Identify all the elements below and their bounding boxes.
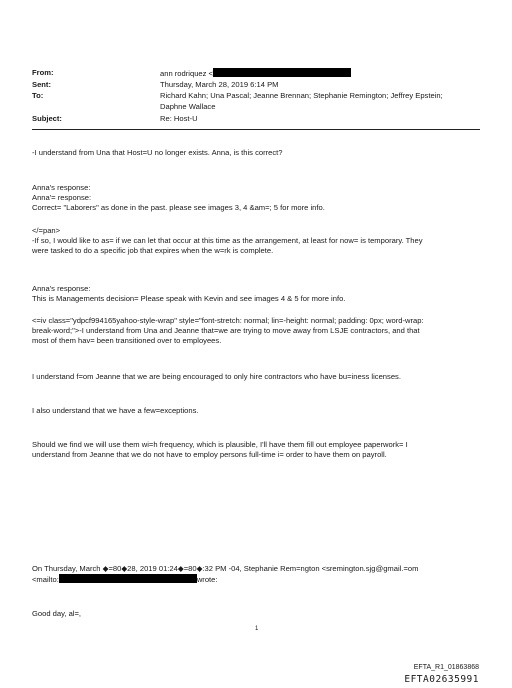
from-value xyxy=(160,68,351,79)
body-line: I also understand that we have a few=exceptions. xyxy=(32,406,199,415)
page-number: 1 xyxy=(255,626,259,632)
footer-ref-1: EFTA_R1_01863868 xyxy=(413,664,479,671)
body-line xyxy=(32,574,482,585)
sent-label: Sent: xyxy=(32,80,51,89)
to-label: To: xyxy=(32,91,44,100)
subject-value: Re: Host-U xyxy=(160,114,198,123)
redaction-block xyxy=(213,68,351,77)
body-line: I understand f=om Jeanne that we are being encouraged to only hire contractors who have bu=iness licenses. xyxy=(32,372,401,381)
body-line: Anna'= response: xyxy=(32,193,92,202)
body-line: break-word;">-I understand from Una and Jeanne that=we are trying to move away from LSJE contractors, and that xyxy=(32,326,420,335)
from-name: ann rodriquez < xyxy=(160,69,213,78)
body-line: </=pan> xyxy=(32,226,61,235)
header-divider xyxy=(32,129,480,130)
body-line: were tasked to do a specific job that expires when the w=rk is complete. xyxy=(32,246,274,255)
paragraph-3 xyxy=(32,226,482,256)
body-line: understand from Jeanne that we do not have to employ persons full-time i= order to have them on payroll. xyxy=(32,450,387,459)
paragraph-6 xyxy=(32,372,482,382)
to-value-line1: Richard Kahn; Una Pascal; Jeanne Brennan; Stephanie Remington; Jeffrey Epstein; xyxy=(160,91,443,100)
body-line: Anna's response: xyxy=(32,284,91,293)
redaction-block xyxy=(59,574,197,583)
body-line: -If so, I would like to as= if we can let that occur at this time as the arrangement, at least for now= is temporary. They xyxy=(32,236,423,245)
paragraph-1 xyxy=(32,148,482,158)
footer-ref-2: EFTA02635991 xyxy=(404,674,479,685)
paragraph-7 xyxy=(32,406,482,416)
body-line: Anna's response: xyxy=(32,183,91,192)
body-line: most of them hav= been transitioned over to employees. xyxy=(32,336,222,345)
from-label: From: xyxy=(32,68,54,77)
paragraph-4 xyxy=(32,284,482,304)
paragraph-8 xyxy=(32,440,482,460)
greeting xyxy=(32,609,482,619)
wrote-text: wrote: xyxy=(196,575,218,584)
body-line: Good day, al=, xyxy=(32,609,82,618)
body-line: This is Managements decision= Please speak with Kevin and see images 4 & 5 for more info. xyxy=(32,294,346,303)
paragraph-5 xyxy=(32,316,482,346)
body-line: Should we find we will use them wi=h frequency, which is plausible, I'll have them fill out employee paperwork= I xyxy=(32,440,408,449)
body-line: <=iv class="ydpcf994165yahoo-style-wrap" style="font-stretch: normal; lin=-height: normal; padding: 0px; word-wrap: xyxy=(32,316,424,325)
sent-value: Thursday, March 28, 2019 6:14 PM xyxy=(160,80,279,89)
body-line: Correct= "Laborers" as done in the past. please see images 3, 4 &am=; 5 for more info. xyxy=(32,203,325,212)
body-line: -I understand from Una that Host=U no longer exists. Anna, is this correct? xyxy=(32,148,283,157)
paragraph-2 xyxy=(32,183,482,213)
mailto-prefix: <mailto: xyxy=(32,575,59,584)
body-line: On Thursday, March ◆=80◆28, 2019 01:24◆=80◆:32 PM -04, Stephanie Rem=ngton <sremington.sjg@gmail.=om xyxy=(32,564,419,573)
quoted-header xyxy=(32,564,482,585)
subject-label: Subject: xyxy=(32,114,62,123)
to-value-line2: Daphne Wallace xyxy=(160,102,216,111)
